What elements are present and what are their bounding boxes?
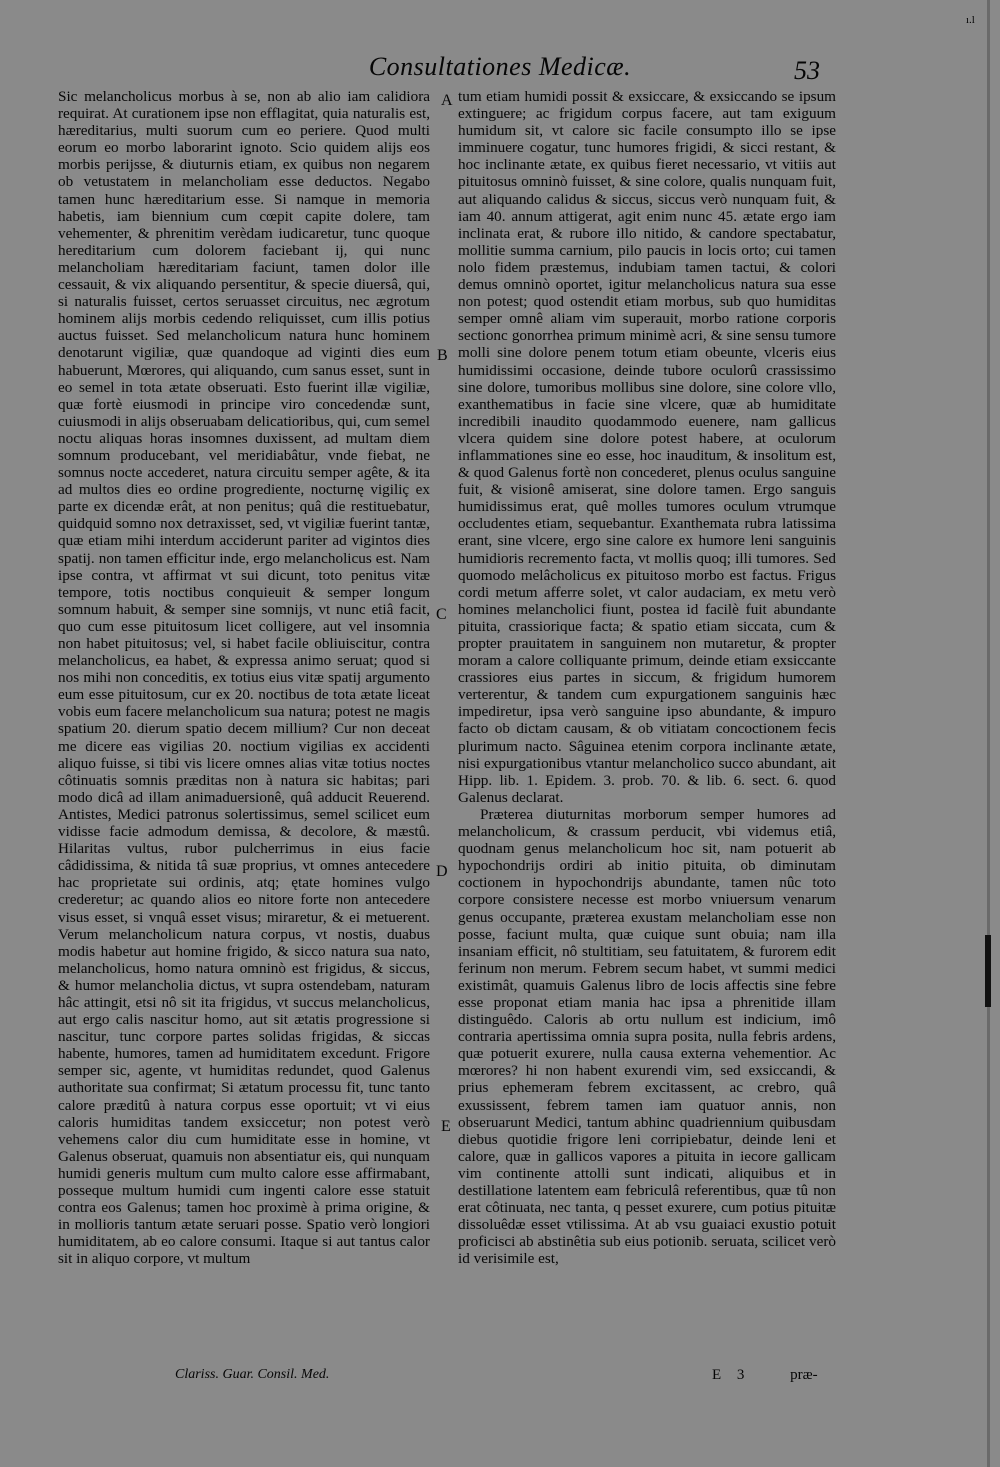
footer-left-note: Clariss. Guar. Consil. Med. [175,1367,330,1382]
margin-marker-c: C [436,606,447,623]
signature-mark [712,1367,818,1384]
margin-marker-a: A [441,92,453,109]
margin-marker-e: E [441,1118,451,1135]
left-column-text: Sic melancholicus morbus à se, non ab alio iam calidiora requirat. At curationem ipse non efflagitat, quia naturalis est, hæreditarius, multi suorum cum eo periere. Quod multi eorum eo morbo laborarint ignoto. Scio quidem alijs eos morbis perijsse, & diuturnis etiam, ex quibus non negarem ob vetustatem in melancholiam esse deductos. Negabo tamen hunc hæreditarium esse. Si namque in memoria habetis, iam biennium cum cœpit capite dolere, tam vehementer, & phrenitim verèdam iudicaretur, tunc quoque hereditarium cum dolorem faciebant ij, qui nunc melancholiam hæreditariam faciunt, tamen dolor ille cessauit, & vix aliquando persentitur, & specie diuersâ, qui, si naturalis fuisset, certos seruasset circuitus, nec ægrotum hominem alijs morbis cedendo reliquisset, cum illis potius auctus fuisset. Sed melancholicum natura hunc hominem denotarunt vigiliæ, quæ quandoque ad viginti dies eum habuerunt, Mœrores, qui aliquando, cum sanus esset, sunt in eo semel in tota ætate obseruati. Esto fuerint illæ vigiliæ, quæ fortè eiusmodi in principe viro concedendæ sunt, cuiusmodi in alijs obseruabam delicatioribus, qui, cum semel noctu aliquas horas insomnes duxissent, ad multam diem somnum producebant, vel meridiabâtur, vnde fiebat, ne somnus nocte accederet, natura circuitu semper agête, & ita ad multos dies eo ordine progrediente, nocturnę vigiliç ex parte ex dicendæ erât, at non penitus; quâ die restituebatur, quidquid somno nox detraxisset, sed, vt vigiliæ fuerint tantæ, quæ etiam mihi interdum acciderunt pariter ad vigintos dies spatij. non tamen efficitur inde, ergo melancholicus est. Nam ipse contra, vt affirmat vt sui dicunt, toto penitus vitæ tempore, totis noctibus conquieuit & semper longum somnum habuit, & semper sine somnijs, vt nunc etiâ facit, quo cum esse pituitosum licet colligere, aut vel insomnia non habet pituitosus; vel, si habet facile obliuiscitur, contra melancholicus, ea habet, & expressa animo seruat; quod si nos mihi non conceditis, ex totius eius vitæ spatij argumento eum esse pituitosum, cur ex 20. noctibus de tota ætate liceat vobis eum facere melancholicum sua natura; potest ne magis spatium 20. dierum spatio decem millium? Cur non deceat me dicere eas vigilias 20. noctium vigilias ex accidenti aliquo fuisse, si tibi vis licere omnes alias vitæ totius noctes côtinuatis somnis præditas non à natura sic habitas; pari modo dicâ ad illam animaduersionê, quâ adducit Reuerend. Antistes, Medici patronus solertissimus, semel scilicet eum vidisse facie admodum demissa, & decolore, & mæstû. Hilaritas vultus, rubor pulcherrimus in eius facie câdidissima, & nitida tâ suæ proprius, vt omnes antecedere hac proprietate sui ordinis, atq; ętate homines vulgo crederetur; ac quando alios eo nitore forte non antecedere visus esset, si vnquâ esset visus; miraretur, & ei metuerent. Verum melancholicum natura corpus, vt nostis, duabus modis habetur aut homine frigido, & sicco natura sua nato, melancholicus, homo natura omninò est frigidus, & siccus, & humor melancholia dictus, vt supra ostendebam, naturam hâc attingit, etsi nô sit ita frigidus, vt succus melancholicus, aut ergo calis nascitur homo, aut sit ætatis progressione si nascitur, tunc corpore partes solidas frigidas, & siccas habente, humores, tamen ad humiditatem excedunt. Frigore semper sic, agente, vt humiditas redundet, quod Galenus authoritate sua confirmat; Si ætatum processu fit, tunc tanto calore præditû à natura corpus esse oportuit; vt vi eius caloris humiditas tandem exsiccetur; non potest verò vehemens calor diu cum humiditate esse in homine, vt Galenus obseruat, quamuis non absentiatur eis, qui nunquam humidi generis multum cum multo calore esse affirmabant, posseque multum humidi cum ingenti calore esse statuit contra eos Galenus; tamen hoc proximè à prima origine, & in mollioris tantum ætate seruari posse. Spatio verò longiori humiditatem, ab eo calore consumi. Itaque si aut tantus calor sit in aliquo corpore, vt multum [58,88,430,1268]
right-column [458,88,836,1267]
margin-marker-b: B [437,347,448,364]
right-paragraph-1: tum etiam humidi possit & exsiccare, & exsiccando se ipsum extinguere; ac frigidum corpus facere, aut tam exiguum humidum sit, vt calore sic facile consumpto illo se ipse imminuere cogatur, tunc humores frigidi, & sicci restant, & hoc inclinante ætate, ex quibus fieret necessario, vt vitiis aut pituitosus omninò fuisset, & sine colore, qualis nunquam fuit, aut aliquando calidus & siccus, siccus verò nunquam fuit, & iam 40. annum attigerat, agit enim nunc 45. ætate ergo iam inclinata erat, & rubore illo nitido, & candore spectabatur, mollitie summa carnium, pilo paucis in locis orto; cui tamen nolo fidem præstemus, indubiam tamen tactui, & colori demus omninò oportet, igitur melancholicus natura sua esse non potest; quod ostendit etiam morbus, sub quo humiditas semper omnê aliam vim superauit, morbo ratione corporis sectionc gonorrhea primum minimè acri, & sine sensu tumore molli sine dolore penem totum etiam obeunte, vlceris eius humidissimi occasione, deinde tubore oculorû crassissimo sine dolore, tumoribus mollibus sine dolore, sine colore vllo, exanthematibus in facie sine vlcere, quæ ab humiditate incredibili inaudito quodammodo euenere, nam gallicus vlcera quidem sine dolore potest habere, at oculorum inflammationes sine eo esse, hoc inauditum, & insolitum est, & quod Galenus fortè non concederet, plenus oculus sanguine fuit, & visionê amiserat, sine dolore tamen. Ergo sanguis humidissimus erat, quê molles tumores oculum vtrumque occludentes etiam, sequebantur. Exanthemata rubra latissima erant, sine vlcere, ergo sine calore ex humore leni sanguinis humidioris recremento facta, vt mollis quoq; illi tumores. Sed quomodo melâcholicus ex pituitoso morbo est factus. Frigus cordi metum afferre solet, vt calor audaciam, ex metu verò homines melancholici fiunt, postea id facilè fuit abundante pituita, crassiorique facta; & spatio etiam siccata, cum & propter prauitatem in sanguinem non mutaretur, & propter moram a calore colliquante primum, deinde etiam exsiccante crassiores eius partes in siccum, & frigidum humorem verterentur, & tandem cum expurgationem sanguinis hæc impediretur, ipsa verò sanguine ipso abundante, & impuro facto ob dictam causam, & ob vitiatam concoctionem fecis plurimum nacto. Sâguinea etenim corpora inclinante ætate, nisi expurgationibus vtantur melancholico succo abundant, ait Hipp. lib. 1. Epidem. 3. prob. 70. & lib. 6. sect. 6. quod Galenus declarat. [458,88,836,806]
page-number: 53 [794,56,820,85]
edge-mark [985,935,991,1007]
margin-marker-d: D [436,863,448,880]
left-column [58,88,430,1267]
right-paragraph-2: Præterea diuturnitas morborum semper humores ad melancholicum, & crassum perducit, vbi videmus etiâ, quodnam genus melancholicum hoc sit, nam potuerit ab hypochondrijs ordiri ab initio pituita, ob diminutam coctionem in hypochondrijs abundante, tamen nûc toto corpore consistere necesse est morbo vniuersum venarum genus occupante, præterea exustam melancholiam esse non posse, faciunt multa, quæ cuique sunt obuia; nam illa insaniam efficit, nô stultitiam, seu fatuitatem, & furorem edit ferinum non merum. Febrem secum habet, vt summi medici existimât, quamuis Galenus libro de locis affectis sine febre esse proponat etiam mania hac ipsa a phrenitide illam distinguêdo. Caloris ab ortu nullum est indicium, imô contraria apertissima omnia supra posita, nulla febris ardens, quæ potuerit exurere, nulla causa externa vehementior. Ac mœrores? hi non habent exurendi vim, sed exsiccandi, & prius ephemeram febrem excitassent, ac crebro, quâ exussissent, febrem tamen iam quatuor annis, non obseruarunt Medici, tantum abhinc quadriennium quibusdam diebus quotidie frigore leni corripiebatur, deinde leni et calore, quæ in gallicos vapores a pituita in iecore gallicam vim continente attolli sunt indicati, aliquibus et in destillatione latentem eam febriculâ referentibus, quæ tû non erat côtinuata, nec tanta, q pesset exurere, cum potius pituitæ dissoluêdæ esset vtilissima. At ab vsu guaiaci exustio potuit proficisci ab abstinêtia sub eius potionib. seruata, scilicet verò id verisimile est, [458,805,836,1268]
corner-mark: ı.l [966,14,975,26]
running-title: Consultationes Medicæ. [368,52,632,81]
signature: E 3 [712,1367,751,1383]
page-edge [987,0,990,1467]
catchword: præ- [790,1367,818,1383]
